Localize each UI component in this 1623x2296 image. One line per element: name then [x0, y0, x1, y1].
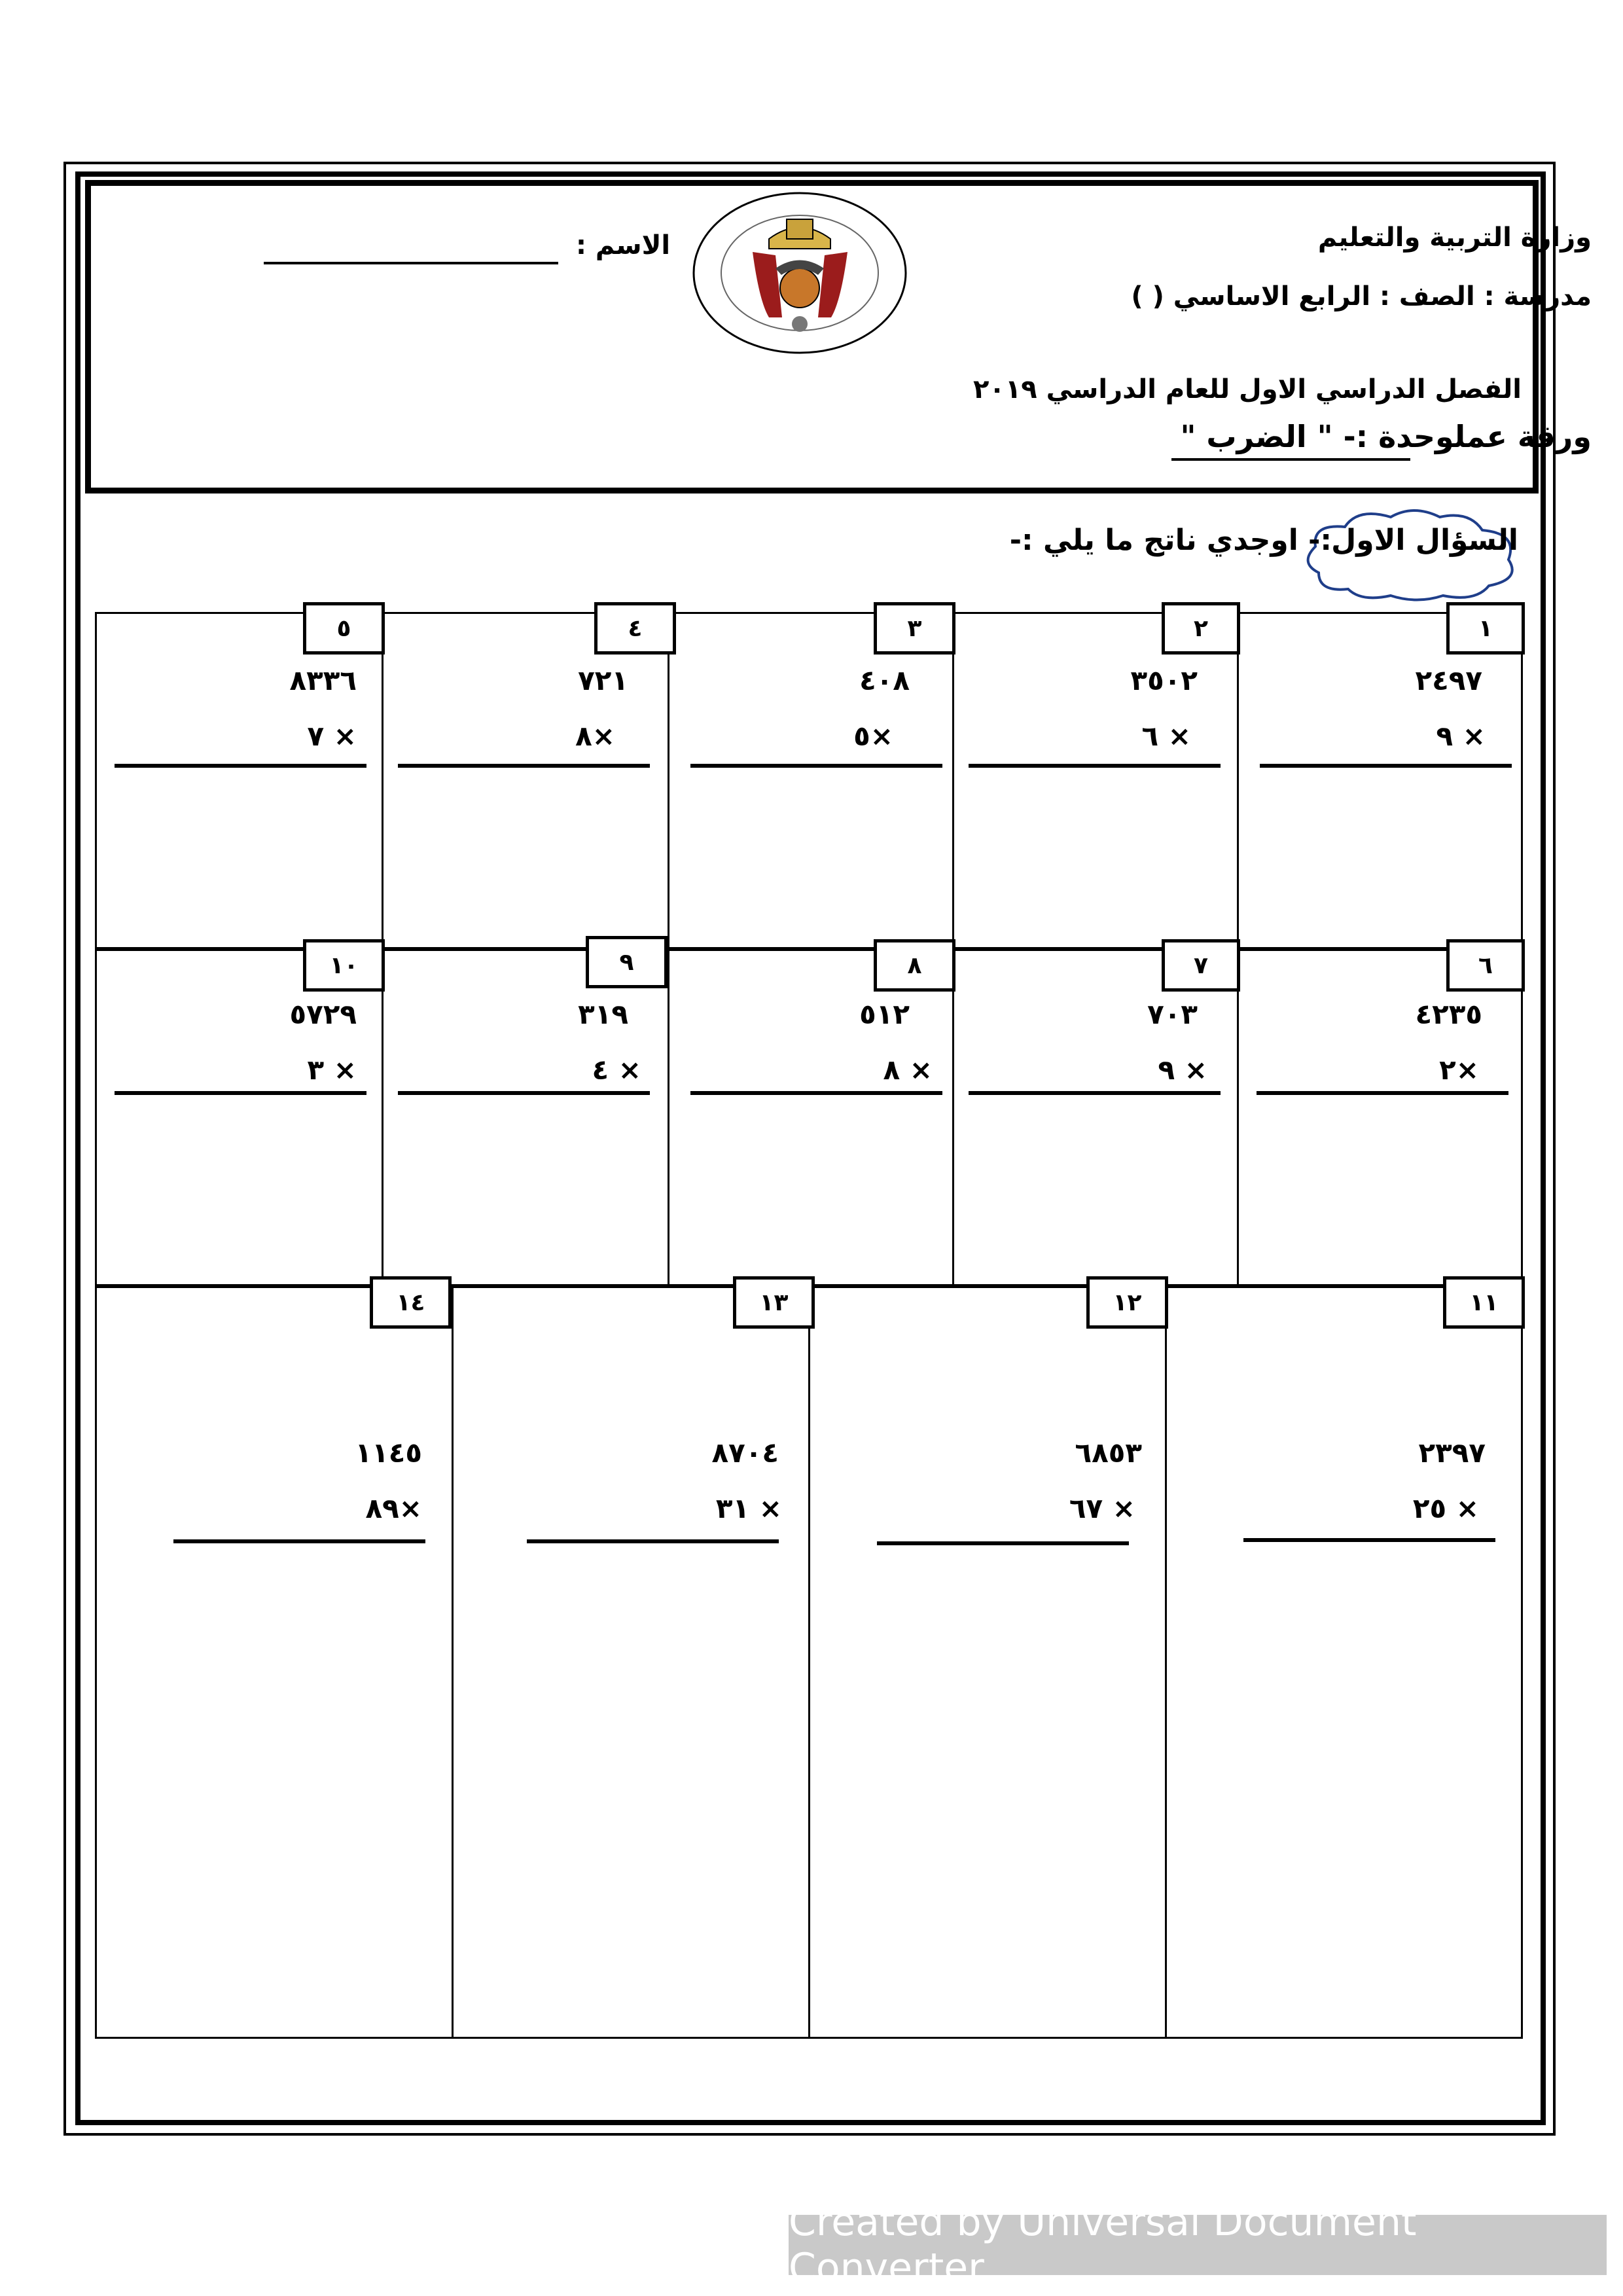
answer-line [398, 764, 650, 768]
problem-multiplicand: ٧٢١ [578, 664, 628, 696]
answer-line [173, 1539, 425, 1543]
problem-number-box: ١٢ [1086, 1276, 1168, 1329]
problem-number-box: ٥ [303, 602, 385, 655]
problem-multiplier: ٩ × [1158, 1054, 1207, 1086]
problem-multiplicand: ٤٠٨ [859, 664, 910, 696]
column-divider [1165, 1286, 1167, 2039]
problem-number-box: ٦ [1446, 939, 1525, 992]
problem-multiplicand: ٨٧٠٤ [711, 1437, 779, 1469]
school-class-line: مدرسة : الصف : الرابع الاساسي ( ) [1131, 281, 1592, 312]
answer-line [969, 1091, 1221, 1095]
answer-line [1243, 1538, 1495, 1542]
problem-multiplicand: ٥١٢ [859, 998, 910, 1030]
problem-multiplier: ٦ × [1141, 720, 1191, 752]
jordan-emblem-logo [690, 190, 910, 357]
problem-number-box: ١٣ [733, 1276, 815, 1329]
problem-multiplicand: ٤٢٣٥ [1415, 998, 1482, 1030]
problem-number-box: ٩ [586, 936, 668, 988]
problem-multiplier: ٩ × [1436, 720, 1486, 752]
problem-number-box: ٢ [1162, 602, 1240, 655]
column-divider [808, 1286, 810, 2039]
question-instruction: :- اوجدي ناتج ما يلي :- [1009, 524, 1332, 557]
name-label: الاسم : [576, 230, 671, 260]
answer-line [1257, 1091, 1508, 1095]
answer-line [527, 1539, 779, 1543]
problem-multiplier: ٢٥ × [1412, 1492, 1479, 1524]
watermark-banner: Created by Universal Document Converter [789, 2215, 1607, 2275]
ministry-title: وزارة التربية والتعليم [1317, 223, 1592, 253]
column-divider [452, 1286, 454, 2039]
problem-number-box: ١٠ [303, 939, 385, 992]
problem-multiplicand: ٦٨٥٣ [1075, 1437, 1142, 1469]
worksheet-title-underline [1171, 458, 1410, 461]
answer-line [1260, 764, 1512, 768]
problem-number-box: ٤ [594, 602, 676, 655]
problem-multiplier: ٧ × [307, 720, 357, 752]
answer-line [115, 764, 366, 768]
answer-line [969, 764, 1221, 768]
problem-number-box: ١٤ [370, 1276, 452, 1329]
answer-line [690, 1091, 942, 1095]
semester-line: الفصل الدراسي الاول للعام الدراسي ٢٠١٩ [972, 374, 1522, 404]
answer-line [690, 764, 942, 768]
question-label: السؤال الاول [1331, 524, 1518, 557]
problem-number-box: ١ [1446, 602, 1525, 655]
problem-multiplier: ٦٧ × [1069, 1492, 1135, 1524]
problem-multiplier: ٥× [853, 720, 893, 752]
problem-multiplicand: ٣١٩ [578, 998, 628, 1030]
column-divider [668, 612, 669, 1286]
problem-multiplicand: ١١٤٥ [355, 1437, 422, 1469]
problem-multiplicand: ٢٣٩٧ [1418, 1437, 1486, 1469]
problem-multiplier: ٨× [575, 720, 615, 752]
problem-number-box: ١١ [1443, 1276, 1525, 1329]
problem-number-box: ٧ [1162, 939, 1240, 992]
name-field-line [264, 262, 558, 264]
problem-number-box: ٣ [874, 602, 955, 655]
problem-multiplicand: ٨٣٣٦ [289, 664, 357, 696]
problem-multiplicand: ٢٤٩٧ [1415, 664, 1482, 696]
problem-multiplier: ٤ × [592, 1054, 641, 1086]
answer-line [877, 1541, 1129, 1545]
worksheet-title: ورقة عملوحدة :- " الضرب " [1180, 419, 1592, 454]
problem-number-box: ٨ [874, 939, 955, 992]
answer-line [398, 1091, 650, 1095]
problem-multiplier: ٢× [1439, 1054, 1479, 1086]
problems-row-1 [95, 612, 1523, 949]
problem-multiplicand: ٣٥٠٢ [1130, 664, 1198, 696]
problem-multiplier: ٣١ × [715, 1492, 782, 1524]
problem-multiplicand: ٥٧٢٩ [289, 998, 357, 1030]
problem-multiplier: ٨٩× [365, 1492, 422, 1524]
problem-multiplicand: ٧٠٣ [1147, 998, 1198, 1030]
problem-multiplier: ٨ × [883, 1054, 933, 1086]
answer-line [115, 1091, 366, 1095]
problem-multiplier: ٣ × [307, 1054, 357, 1086]
